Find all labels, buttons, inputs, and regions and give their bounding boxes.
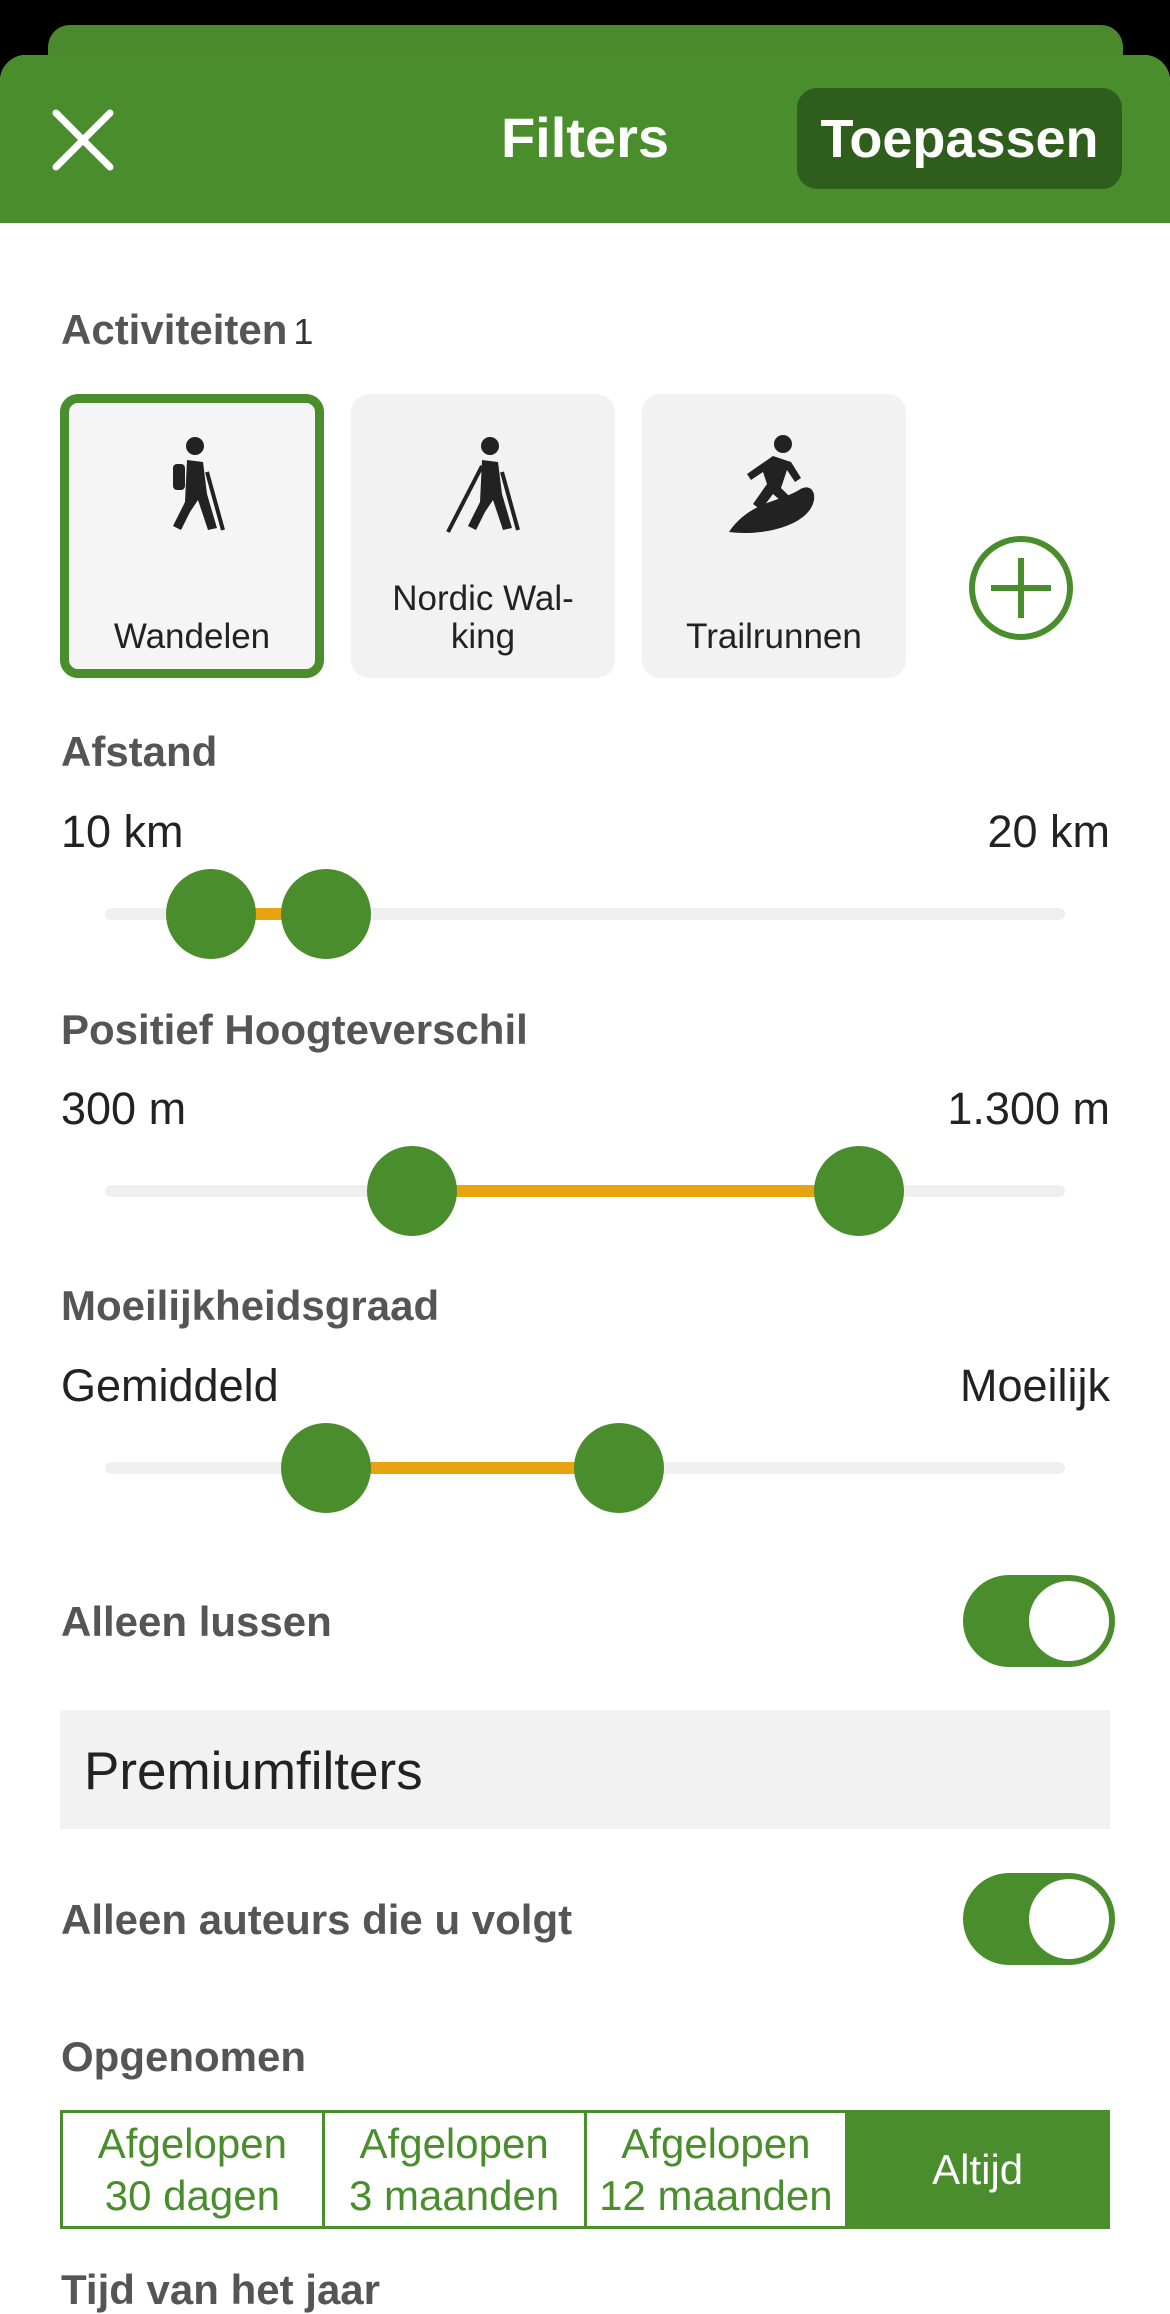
- segment-12-months[interactable]: Afgelopen 12 maanden: [587, 2113, 849, 2226]
- loops-only-label: Alleen lussen: [61, 1598, 332, 1645]
- elevation-max-handle[interactable]: [814, 1146, 904, 1236]
- difficulty-label: Moeilijkheidsgraad: [61, 1282, 440, 1329]
- premium-section-header: [60, 1710, 1110, 1829]
- page-title: Filters: [500, 106, 670, 169]
- activities-title: Activiteiten: [61, 306, 288, 353]
- elevation-range-fill: [412, 1185, 858, 1197]
- loops-only-toggle[interactable]: [963, 1575, 1115, 1667]
- elevation-slider[interactable]: [105, 1185, 1065, 1197]
- trail-running-icon: [719, 432, 829, 542]
- distance-max: 20 km: [987, 806, 1110, 857]
- nordic-walking-icon: [428, 432, 538, 542]
- distance-min-handle[interactable]: [166, 869, 256, 959]
- activities-count: 1: [293, 311, 314, 352]
- elevation-max: 1.300 m: [947, 1083, 1110, 1134]
- difficulty-slider[interactable]: [105, 1462, 1065, 1474]
- segment-3-months[interactable]: Afgelopen 3 maanden: [325, 2113, 587, 2226]
- elevation-min: 300 m: [61, 1083, 187, 1134]
- activity-card-trailrunning[interactable]: [642, 394, 906, 678]
- toggle-knob: [1029, 1581, 1109, 1661]
- distance-label: Afstand: [61, 728, 218, 775]
- difficulty-max: Moeilijk: [959, 1360, 1110, 1411]
- season-label: Tijd van het jaar: [61, 2266, 380, 2313]
- elevation-min-handle[interactable]: [367, 1146, 457, 1236]
- elevation-label: Positief Hoogteverschil: [61, 1006, 528, 1053]
- recorded-segmented-control: [60, 2110, 1110, 2229]
- difficulty-max-handle[interactable]: [574, 1423, 664, 1513]
- distance-slider[interactable]: [105, 908, 1065, 920]
- activity-label: Wandelen: [113, 617, 271, 656]
- difficulty-min-handle[interactable]: [281, 1423, 371, 1513]
- recorded-label: Opgenomen: [61, 2033, 307, 2080]
- segment-always[interactable]: Altijd: [848, 2113, 1107, 2226]
- activity-card-wandelen[interactable]: [60, 394, 324, 678]
- header-bar: [0, 55, 1170, 223]
- activity-card-nordic-walking[interactable]: [351, 394, 615, 678]
- difficulty-min: Gemiddeld: [61, 1360, 279, 1411]
- followed-authors-toggle[interactable]: [963, 1873, 1115, 1965]
- followed-authors-label: Alleen auteurs die u volgt: [61, 1896, 573, 1943]
- activities-label: [61, 305, 313, 357]
- segment-30-days[interactable]: Afgelopen 30 dagen: [63, 2113, 325, 2226]
- distance-min: 10 km: [61, 806, 184, 857]
- filters-sheet: [0, 55, 1170, 2314]
- hiking-icon: [137, 432, 247, 542]
- activity-label: Nordic Wal- king: [392, 579, 574, 656]
- distance-max-handle[interactable]: [281, 869, 371, 959]
- premium-title: Premiumfilters: [84, 1742, 423, 1801]
- apply-button[interactable]: Toepassen: [797, 88, 1122, 189]
- activity-label: Trailrunnen: [686, 617, 862, 656]
- plus-circle-icon[interactable]: [967, 534, 1075, 642]
- toggle-knob: [1029, 1879, 1109, 1959]
